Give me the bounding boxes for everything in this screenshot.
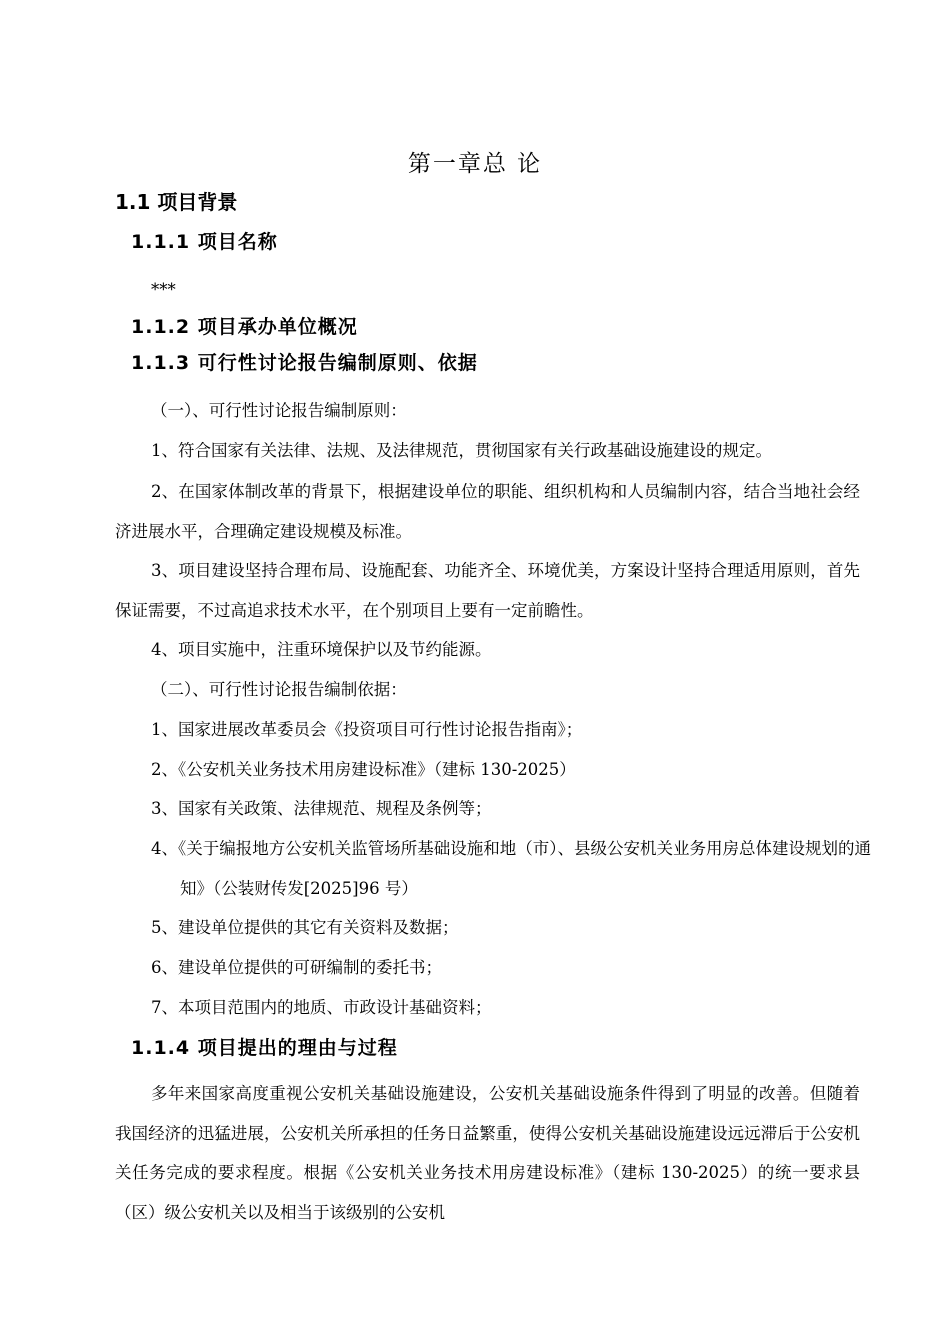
basis-item: 1、国家进展改革委员会《投资项目可行性讨论报告指南》； [151,720,583,739]
section-heading-1-1-1: 1.1.1 项目名称 [131,231,278,253]
section-heading-1-1-3: 1.1.3 可行性讨论报告编制原则、依据 [131,352,478,374]
basis-item: 7、本项目范围内的地质、市政设计基础资料； [151,998,492,1017]
principle-item: 4、项目实施中，注重环境保护以及节约能源。 [151,640,492,659]
basis-item: 5、建设单位提供的其它有关资料及数据； [151,918,459,937]
section-heading-1-1-2: 1.1.2 项目承办单位概况 [131,316,358,338]
principle-item: 3、项目建设坚持合理布局、设施配套、功能齐全、环境优美，方案设计坚持合理适用原则，首先保证需要，不过高追求技术水平，在个别项目上要有一定前瞻性。 [115,561,860,620]
section-heading-1-1: 1.1 项目背景 [115,190,238,214]
project-name-text: *** [151,280,176,299]
principles-heading: （一）、可行性讨论报告编制原则： [151,401,407,420]
principle-item: 2、在国家体制改革的背景下，根据建设单位的职能、组织机构和人员编制内容，结合当地社会经济进展水平，合理确定建设规模及标准。 [115,482,860,541]
basis-item: 2、《公安机关业务技术用房建设标准》（建标 130-2025） [151,760,576,779]
chapter-title: 第一章总 论 [407,151,543,177]
principle-item: 1、符合国家有关法律、法规、及法律规范，贯彻国家有关行政基础设施建设的规定。 [151,441,772,460]
section-heading-1-1-4: 1.1.4 项目提出的理由与过程 [131,1037,398,1059]
basis-item: 6、建设单位提供的可研编制的委托书； [151,958,442,977]
basis-heading: （二）、可行性讨论报告编制依据： [151,680,407,699]
basis-item: 3、国家有关政策、法律规范、规程及条例等； [151,799,492,818]
reason-paragraph: 多年来国家高度重视公安机关基础设施建设，公安机关基础设施条件得到了明显的改善。但随着我国经济的迅猛进展，公安机关所承担的任务日益繁重，使得公安机关基础设施建设远远滞后于公安机关任务完成的要求程度。根据《公安机关业务技术用房建设标准》（建标 130-2025）的统一要求县（区）级公安机关以及相当于该级别的公安机 [115,1084,860,1222]
basis-item: 4、《关于编报地方公安机关监管场所基础设施和地（市）、县级公安机关业务用房总体建设规划的通知》（公装财传发[2025]96 号） [151,839,871,898]
